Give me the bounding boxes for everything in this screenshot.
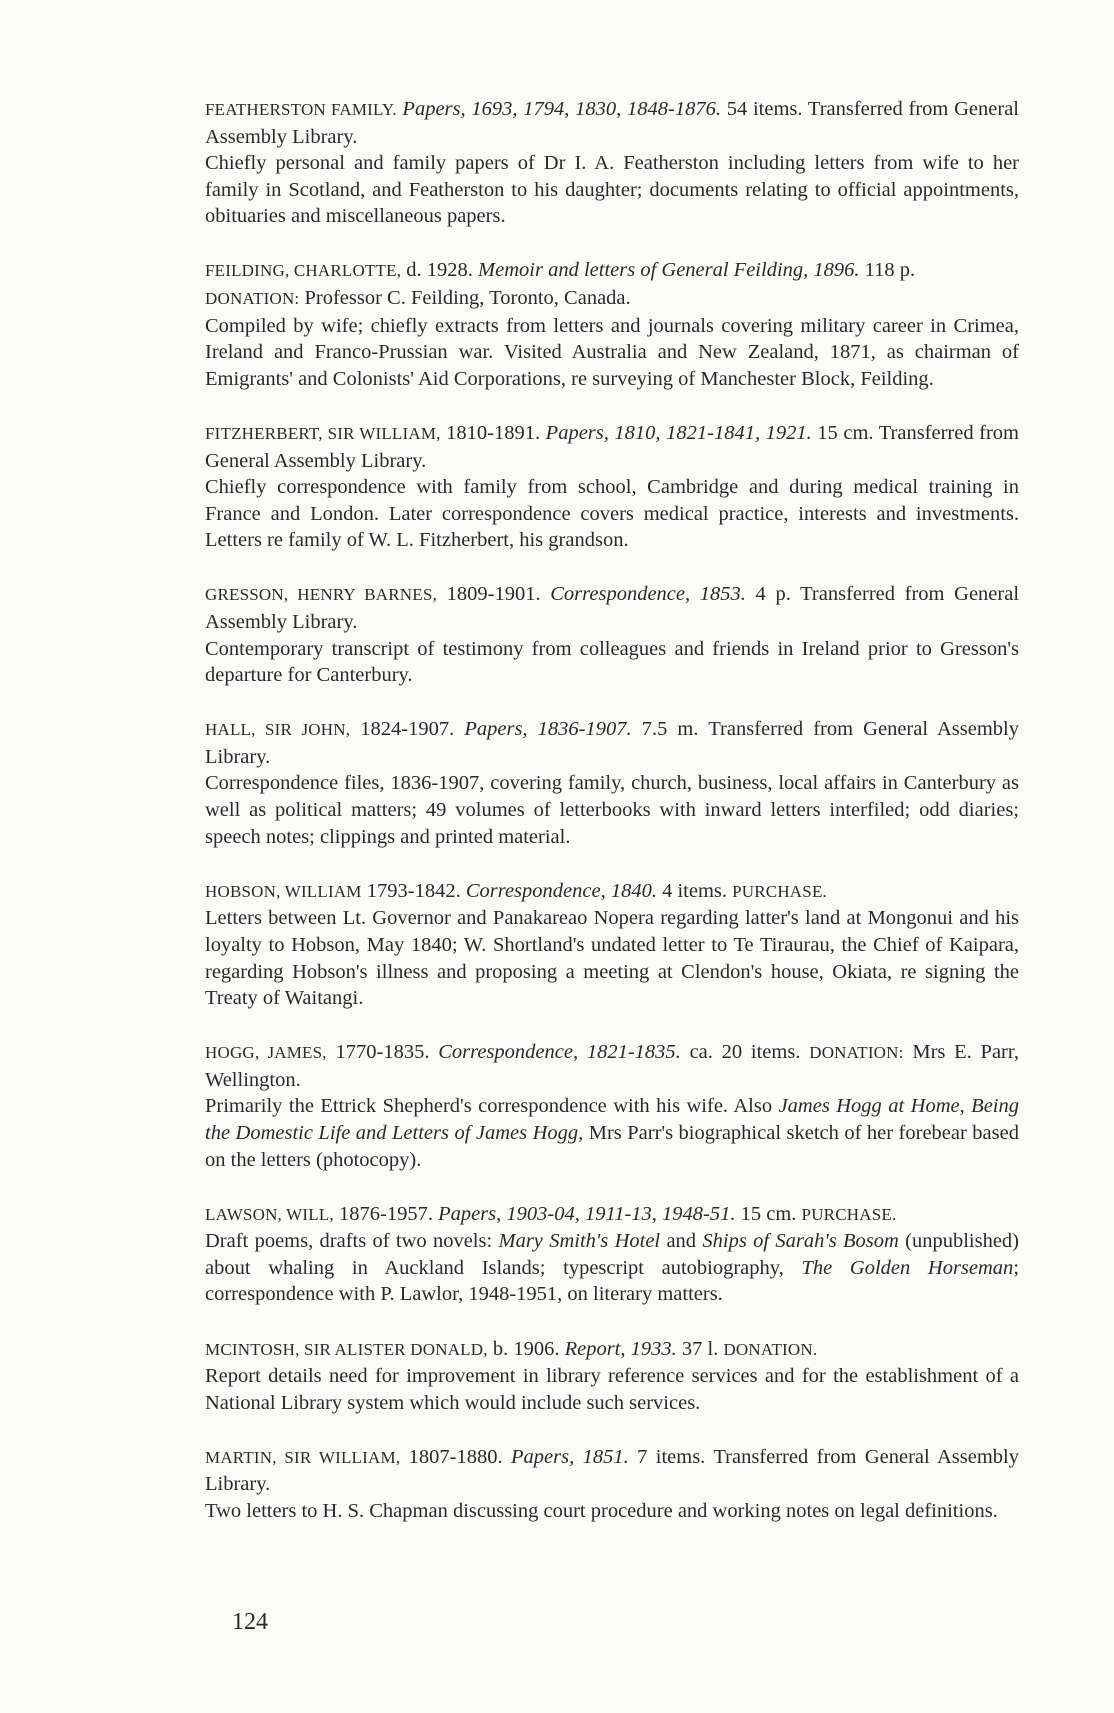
entry-name: FEILDING, CHARLOTTE,: [205, 261, 402, 281]
entry-heading: [205, 1336, 1019, 1364]
entry-title: Report, 1933.: [564, 1337, 677, 1360]
entry-name: HOBSON, WILLIAM: [205, 881, 362, 901]
entry-heading: [205, 581, 1019, 635]
entry-title: Correspondence, 1853.: [550, 583, 746, 606]
entry-dates: 1770-1835.: [326, 1041, 439, 1064]
description-text: (unpublished) about whaling in Auckland Islands; typescript autobiography,: [205, 1230, 1020, 1279]
entry-description: Contemporary transcript of testimony from colleagues and friends in Ireland prior to Gresson's departure for Canterbury.: [205, 637, 1019, 687]
donation-source: Mrs E. Parr, Wellington.: [205, 1041, 1019, 1091]
entry-title: Papers, 1851.: [511, 1445, 629, 1468]
description-text: , Mrs Parr's biographical sketch of her forebear based on the letters (photocopy).: [205, 1122, 1019, 1171]
entry-title: Papers, 1693, 1794, 1830, 1848-1876.: [402, 98, 721, 120]
entry-extent: 54 items. Transferred from General Assembly Library.: [205, 98, 1020, 148]
entry-description: Two letters to H. S. Chapman discussing court procedure and working notes on legal definitions.: [205, 1500, 998, 1523]
catalogue-column: [205, 96, 1019, 1552]
entry-mcintosh-alister-donald: [205, 1336, 1019, 1417]
entry-heading: [205, 1201, 1019, 1229]
entry-title: Papers, 1810, 1821-1841, 1921.: [545, 421, 812, 444]
entry-heading: [205, 1444, 1019, 1498]
entry-dates: 1807-1880.: [400, 1445, 511, 1468]
entry-description: Compiled by wife; chiefly extracts from letters and journals covering military career in Crimea, Ireland and Franco-Prussian war. Visited Australia and New Zealand, 1871, as chairman of Emigrants' and Colonists' Aid Corporations, re surveying of Manchester Block, Feilding.: [205, 314, 1019, 390]
entry-lawson-will: [205, 1201, 1019, 1308]
description-text: Primarily the Ettrick Shepherd's correspondence with his wife. Also: [205, 1095, 779, 1118]
entry-hogg-james: [205, 1039, 1019, 1173]
description-text: Draft poems, drafts of two novels:: [205, 1230, 499, 1253]
entry-name: GRESSON, HENRY BARNES,: [205, 585, 437, 605]
entry-description: Correspondence files, 1836-1907, covering family, church, business, local affairs in Canterbury as well as political matters; 49 volumes of letterbooks with inward letters interfiled; odd diaries; speech notes; clippings and printed material.: [205, 772, 1019, 848]
entry-dates: d. 1928.: [401, 259, 479, 282]
entry-dates: b. 1906.: [487, 1337, 565, 1360]
entry-extent: 4 items.: [656, 879, 733, 902]
entry-featherston-family: [205, 96, 1019, 230]
entry-name: HALL, SIR JOHN,: [205, 720, 351, 740]
entry-title: Correspondence, 1821-1835.: [438, 1041, 681, 1064]
donation-source: Professor C. Feilding, Toronto, Canada.: [299, 287, 631, 310]
entry-heading: [205, 716, 1019, 770]
entry-extent: 7 items. Transferred from General Assembly Library.: [205, 1445, 1019, 1496]
entry-extent: 118 p.: [859, 259, 916, 282]
description-title: Ships of Sarah's Bosom: [702, 1230, 899, 1253]
entry-heading: [205, 420, 1019, 474]
entry-title: Correspondence, 1840.: [465, 879, 657, 902]
entry-description: Chiefly personal and family papers of Dr I. A. Featherston including letters from wife to her family in Scotland, and Featherston to his daughter; documents relating to official appointments, obituaries and miscellaneous papers.: [205, 152, 1019, 228]
entry-heading: [205, 878, 1019, 906]
entry-name: LAWSON, WILL,: [205, 1204, 334, 1224]
entry-extent: 4 p. Transferred from General Assembly Library.: [205, 583, 1020, 633]
page-number: 124: [232, 1609, 268, 1635]
entry-name: FEATHERSTON FAMILY.: [205, 100, 397, 119]
entry-dates: 1824-1907.: [350, 718, 465, 741]
entry-extent: ca. 20 items.: [680, 1041, 810, 1064]
entry-name: HOGG, JAMES,: [205, 1043, 327, 1063]
entry-dates: 1809-1901.: [436, 583, 551, 606]
purchase-label: PURCHASE.: [801, 1204, 897, 1224]
entry-description: [205, 1228, 1019, 1308]
entry-description: Chiefly correspondence with family from school, Cambridge and during medical training in France and London. Later correspondence covers medical practice, interests and investments. Letters re family of W. L. Fitzherbert, his grandson.: [205, 476, 1019, 552]
entry-description: Letters between Lt. Governor and Panakareao Nopera regarding latter's land at Mongonui and his loyalty to Hobson, May 1840; W. Shortland's undated letter to Te Tiraurau, the Chief of Kaipara, regarding Hobson's illness and proposing a meeting at Clendon's house, Okiata, re signing the Treaty of Waitangi.: [205, 907, 1019, 1010]
entry-heading: [205, 96, 1019, 150]
entry-martin-william: [205, 1444, 1019, 1525]
description-title: The Golden Horseman: [801, 1256, 1014, 1279]
entry-title: Memoir and letters of General Feilding, 1896.: [478, 259, 860, 282]
entry-hobson-william: [205, 878, 1019, 1012]
entry-name: MARTIN, SIR WILLIAM,: [205, 1447, 401, 1467]
entry-heading: [205, 1039, 1019, 1093]
description-text: and: [660, 1230, 703, 1253]
entry-extent: 7.5 m. Transferred from General Assembly Library.: [205, 718, 1020, 768]
entry-name: MCINTOSH, SIR ALISTER DONALD,: [205, 1339, 488, 1359]
entry-heading: [205, 257, 1019, 285]
entry-provenance: [205, 285, 1019, 313]
entry-extent: 37 l.: [676, 1337, 724, 1360]
entry-dates: 1810-1891.: [440, 421, 546, 444]
entry-title: Papers, 1903-04, 1911-13, 1948-51.: [438, 1202, 736, 1225]
entry-title: Papers, 1836-1907.: [464, 718, 632, 741]
entry-dates: 1876-1957.: [333, 1202, 439, 1225]
description-text: ; correspondence with P. Lawlor, 1948-1951, on literary matters.: [205, 1256, 1020, 1306]
entry-description: Report details need for improvement in library reference services and for the establishment of a National Library system which would include such services.: [205, 1365, 1019, 1414]
entry-feilding-charlotte: [205, 257, 1019, 392]
entry-fitzherbert-william: [205, 420, 1019, 554]
purchase-label: PURCHASE.: [732, 881, 827, 901]
entry-description: [205, 1093, 1019, 1173]
entry-extent: 15 cm. Transferred from General Assembly Library.: [205, 421, 1020, 472]
donation-label: DONATION.: [723, 1339, 818, 1359]
entry-dates: 1793-1842.: [361, 879, 466, 902]
entry-name: FITZHERBERT, SIR WILLIAM,: [205, 423, 441, 443]
entry-extent: 15 cm.: [735, 1202, 802, 1225]
entry-hall-john: [205, 716, 1019, 850]
description-title: James Hogg at Home, Being the Domestic Life and Letters of James Hogg: [205, 1095, 1019, 1144]
donation-label: DONATION:: [205, 289, 300, 309]
entry-gresson-henry-barnes: [205, 581, 1019, 688]
description-title: Mary Smith's Hotel: [498, 1230, 661, 1253]
donation-label: DONATION:: [809, 1043, 904, 1063]
